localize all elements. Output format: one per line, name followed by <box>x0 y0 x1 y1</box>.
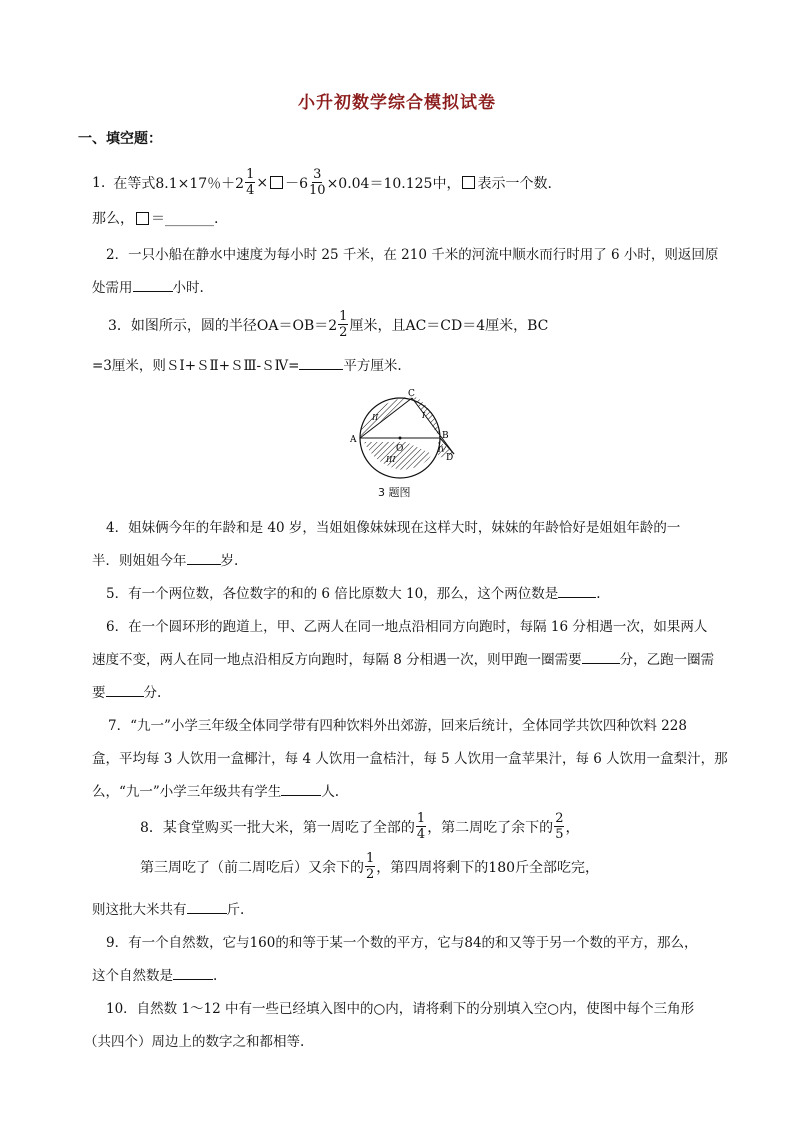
question-8-line-3: 则这批大米共有 斤. <box>92 902 245 918</box>
q1-square-symbol-2 <box>462 176 475 189</box>
q1-line2-pre: 那么， <box>92 211 134 227</box>
q1-minus: －6 <box>285 175 309 192</box>
question-3-line-2: =3厘米，则ＳⅠ+ＳⅡ+ＳⅢ-ＳⅣ= 平方厘米. <box>92 358 402 374</box>
question-6-line-1: 6．在一个圆环形的跑道上，甲、乙两人在同一地点沿相同方向跑时，每隔 16 分相遇一次，如果两人 <box>106 619 708 635</box>
q3-text-post: 厘米，且AC＝CD＝4厘米，BC <box>349 317 549 334</box>
question-10-line-1: 10．自然数 1～12 中有一些已经填入图中的○内，请将剩下的分别填入空○内，使图中每个三角形 <box>106 1001 695 1017</box>
q1-text-post2: 表示一个数. <box>477 175 552 192</box>
section-heading-fill-in: 一、填空题： <box>78 131 162 147</box>
label-IV: IV <box>438 446 446 454</box>
question-7-line-1: 7．“九一”小学三年级全体同学带有四种饮料外出郊游，回来后统计，全体同学共饮四种饮料 228 <box>108 718 687 734</box>
q3-text-pre: 3．如图所示，圆的半径OA＝OB＝2 <box>108 317 338 334</box>
question-9-line-2: 这个自然数是 . <box>92 968 218 984</box>
label-III: III <box>386 455 396 464</box>
q1-fraction-1: $\frac{1}{4}$ <box>246 167 255 198</box>
label-A: A <box>350 435 357 445</box>
label-I: I <box>422 411 426 420</box>
question-7-line-2: 盒，平均每 3 人饮用一盒椰汁，每 4 人饮用一盒桔汁，每 5 人饮用一盒苹果汁，每 6 人饮用一盒梨汁，那 <box>92 751 728 767</box>
exam-title: 小升初数学综合模拟试卷 <box>298 93 496 113</box>
question-1-line-1 <box>92 168 552 197</box>
label-II: II <box>372 413 379 422</box>
question-3-geometry-figure <box>346 388 458 484</box>
q1-text-pre: 在等式8.1×17％＋2 <box>113 175 245 192</box>
question-2-line-2: 处需用 小时. <box>92 280 204 296</box>
question-2-line-1: 2．一只小船在静水中速度为每小时 25 千米，在 210 千米的河流中顺水而行时用了 6 小时，则返回原 <box>106 247 719 263</box>
q8-fraction-2: $\frac{2}{5}$ <box>555 811 564 842</box>
q8-fraction-1: $\frac{1}{4}$ <box>416 811 426 842</box>
label-D: D <box>446 453 454 463</box>
question-7-line-3: 么，“九一”小学三年级共有学生 人. <box>92 784 340 800</box>
question-1-line-2 <box>92 208 218 228</box>
q1-square-symbol <box>270 176 283 189</box>
question-3-line-1 <box>108 310 548 339</box>
q1-answer-blank: ＝_______. <box>151 211 219 227</box>
q1-square-symbol-3 <box>136 212 149 225</box>
q1-times: × <box>256 174 269 191</box>
question-6-line-2: 速度不变，两人在同一地点沿相反方向跑时，每隔 8 分相遇一次，则甲跑一圈需要 分，乙跑一圈需 <box>92 652 715 668</box>
question-4-line-2: 半．则姐姐今年 岁. <box>92 553 239 569</box>
q1-text-post: ×0.04＝10.125中， <box>326 175 461 192</box>
question-9-line-1: 9．有一个自然数，它与160的和等于某一个数的平方，它与84的和又等于另一个数的平方，那么， <box>106 935 698 951</box>
figure-caption: 3 题图 <box>378 486 411 499</box>
q1-fraction-2: $\frac{3}{10}$ <box>309 167 326 198</box>
label-B: B <box>442 431 449 441</box>
question-6-line-3: 要 分. <box>92 685 162 701</box>
question-10-line-2: （共四个）周边上的数字之和都相等. <box>84 1034 305 1050</box>
label-O: O <box>396 444 404 454</box>
q3-fraction: $\frac{1}{2}$ <box>339 309 348 340</box>
question-5: 5．有一个两位数，各位数字的和的 6 倍比原数大 10，那么，这个两位数是 . <box>106 586 601 602</box>
question-8-line-1: 8．某食堂购买一批大米，第一周吃了全部的 $\frac{1}{4}$ ，第二周吃了余下的 $\frac{2}{5}$ ， <box>140 811 580 842</box>
question-4-line-1: 4．姐妹俩今年的年龄和是 40 岁，当姐姐像妹妹现在这样大时，妹妹的年龄恰好是姐姐年龄的一 <box>106 520 681 536</box>
q1-number: 1. <box>92 174 106 191</box>
label-C: C <box>408 389 415 399</box>
q8-fraction-3: $\frac{1}{2}$ <box>366 851 375 882</box>
question-8-line-2: 第三周吃了（前二周吃后）又余下的 $\frac{1}{2}$ ，第四周将剩下的180斤全部吃完， <box>140 851 600 882</box>
